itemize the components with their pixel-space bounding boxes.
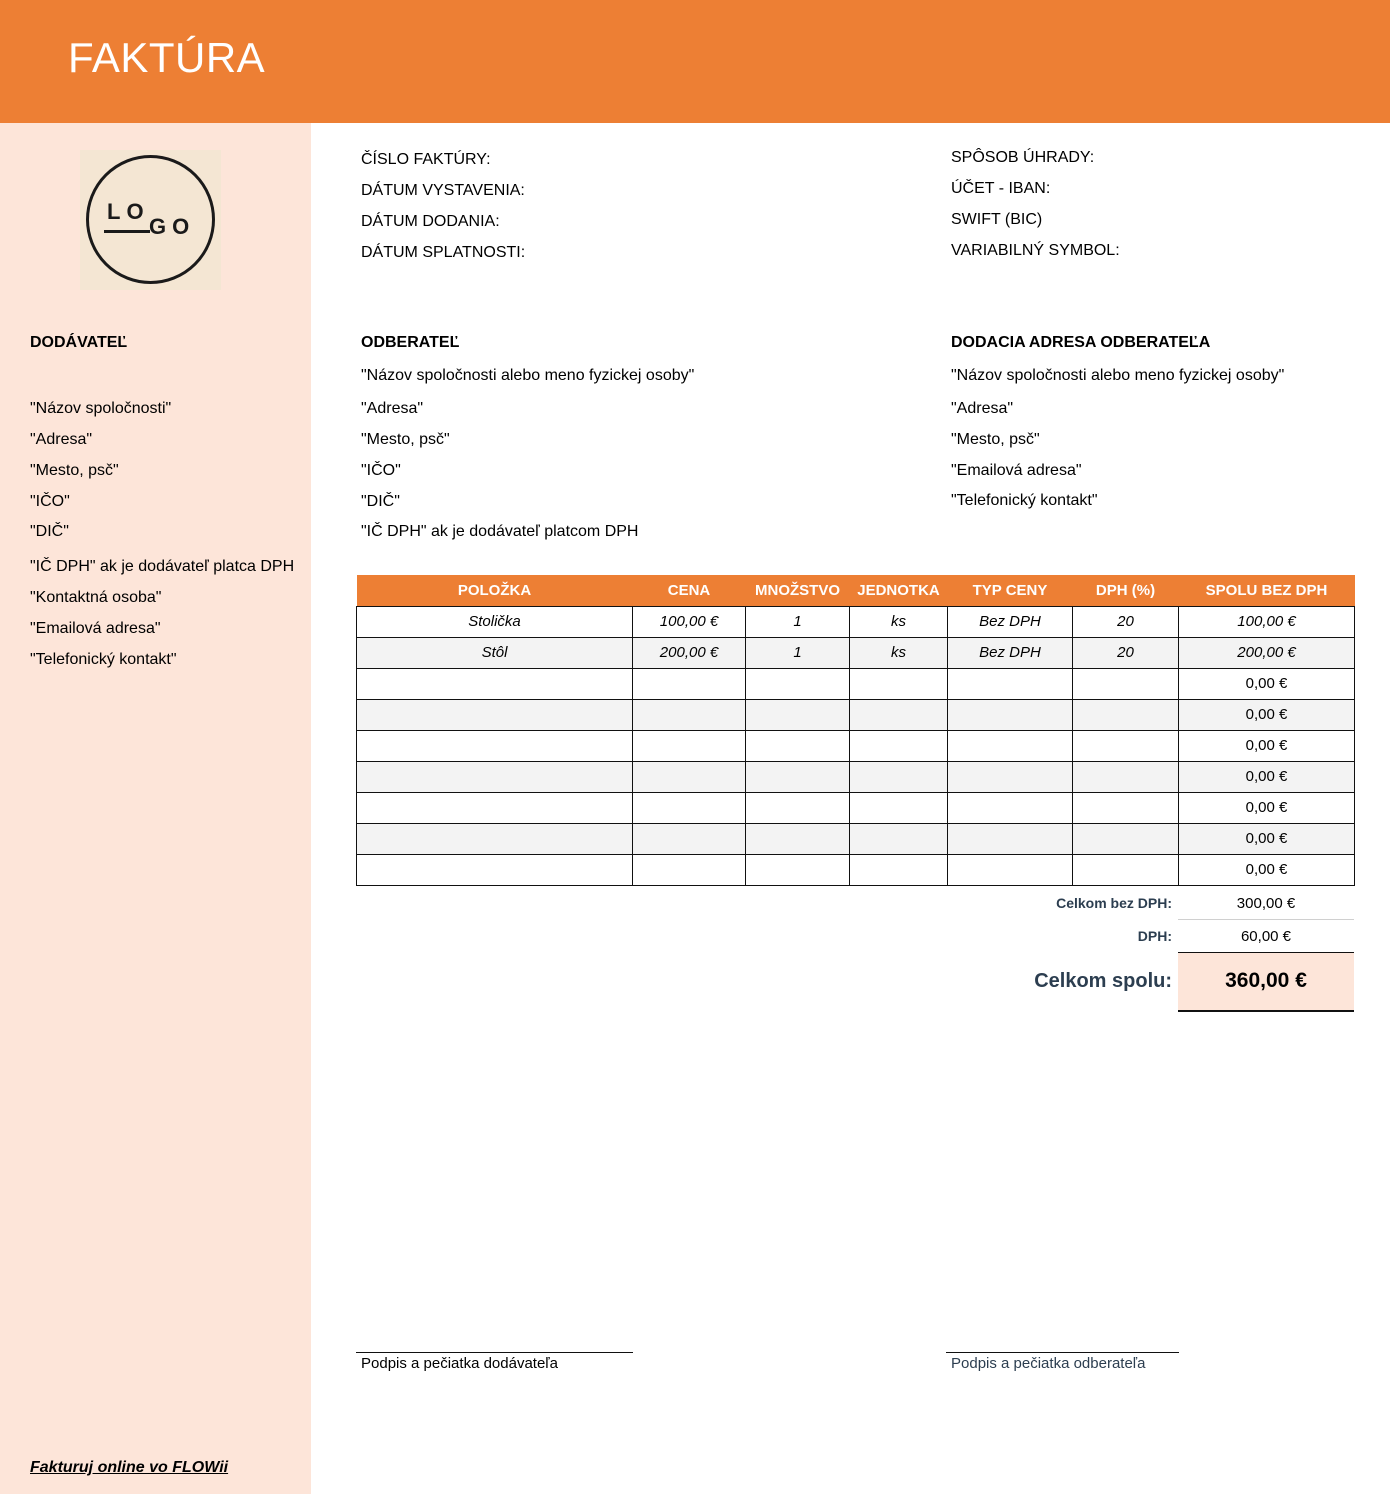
customer-signature-line [946, 1352, 1179, 1353]
cell-vat[interactable] [1073, 792, 1179, 823]
cell-vat[interactable] [1073, 668, 1179, 699]
cell-price[interactable] [633, 699, 746, 730]
cell-total: 200,00 € [1179, 637, 1355, 668]
supplier-sidebar [0, 123, 311, 1494]
customer-line: "Mesto, psč" [361, 431, 450, 448]
cell-unit[interactable] [850, 761, 948, 792]
customer-signature-label: Podpis a pečiatka odberateľa [951, 1355, 1146, 1372]
cell-price[interactable] [633, 730, 746, 761]
customer-heading: ODBERATEĽ [361, 334, 460, 351]
cell-unit[interactable] [850, 792, 948, 823]
delivery-line: "Mesto, psč" [951, 431, 1040, 448]
customer-line: "IČO" [361, 462, 401, 479]
due-date-label: DÁTUM SPLATNOSTI: [361, 244, 526, 261]
vat-value: 60,00 € [1240, 928, 1292, 945]
total-value: 360,00 € [1225, 969, 1307, 992]
total-divider [1178, 1010, 1354, 1012]
cell-quantity[interactable] [746, 699, 850, 730]
cell-vat[interactable] [1073, 761, 1179, 792]
items-table [356, 575, 1355, 886]
cell-total: 0,00 € [1179, 730, 1355, 761]
subtotal-value: 300,00 € [1236, 895, 1296, 912]
cell-price-type[interactable] [948, 730, 1073, 761]
delivery-line: "Názov spoločnosti alebo meno fyzickej osoby" [951, 367, 1285, 384]
col-header-price: CENA [633, 575, 746, 606]
subtotal-divider [1178, 919, 1354, 920]
cell-quantity[interactable] [746, 823, 850, 854]
cell-vat[interactable] [1073, 699, 1179, 730]
cell-vat[interactable] [1073, 730, 1179, 761]
cell-quantity[interactable]: 1 [746, 637, 850, 668]
col-header-price-type: TYP CENY [948, 575, 1073, 606]
invoice-title: FAKTÚRA [68, 34, 266, 81]
cell-price-type[interactable] [948, 668, 1073, 699]
invoice-header [0, 0, 1390, 123]
logo-bar [104, 230, 150, 233]
supplier-line: "Kontaktná osoba" [30, 589, 162, 606]
cell-unit[interactable]: ks [850, 637, 948, 668]
cell-item[interactable]: Stôl [357, 637, 633, 668]
customer-line: "Názov spoločnosti alebo meno fyzickej osoby" [361, 367, 695, 384]
table-row [357, 606, 1355, 637]
table-row [357, 823, 1355, 854]
supplier-line: "IČO" [30, 493, 70, 510]
cell-quantity[interactable] [746, 792, 850, 823]
cell-total: 100,00 € [1179, 606, 1355, 637]
supplier-heading: DODÁVATEĽ [30, 334, 128, 351]
logo-image [80, 150, 221, 290]
customer-line: "Adresa" [361, 400, 424, 417]
cell-item[interactable]: Stolička [357, 606, 633, 637]
cell-price-type[interactable] [948, 699, 1073, 730]
cell-item[interactable] [357, 699, 633, 730]
iban-label: ÚČET - IBAN: [951, 180, 1051, 197]
col-header-unit: JEDNOTKA [850, 575, 948, 606]
cell-price[interactable] [633, 854, 746, 885]
cell-unit[interactable] [850, 854, 948, 885]
total-label: Celkom spolu: [1034, 970, 1172, 992]
variable-symbol-label: VARIABILNÝ SYMBOL: [951, 242, 1120, 259]
cell-total: 0,00 € [1179, 823, 1355, 854]
flowii-link[interactable]: Fakturuj online vo FLOWii [30, 1459, 229, 1476]
swift-label: SWIFT (BIC) [951, 211, 1043, 228]
supplier-signature-line [356, 1352, 633, 1353]
cell-item[interactable] [357, 730, 633, 761]
delivery-line: "Telefonický kontakt" [951, 492, 1098, 509]
cell-unit[interactable]: ks [850, 606, 948, 637]
cell-price[interactable] [633, 792, 746, 823]
col-header-total: SPOLU BEZ DPH [1179, 575, 1355, 606]
table-row [357, 699, 1355, 730]
cell-vat[interactable] [1073, 823, 1179, 854]
delivery-date-label: DÁTUM DODANIA: [361, 213, 500, 230]
cell-total: 0,00 € [1179, 854, 1355, 885]
supplier-line: "Emailová adresa" [30, 620, 161, 637]
cell-price-type[interactable] [948, 854, 1073, 885]
issue-date-label: DÁTUM VYSTAVENIA: [361, 182, 525, 199]
cell-quantity[interactable]: 1 [746, 606, 850, 637]
logo-text-bottom: GO [149, 214, 196, 239]
cell-item[interactable] [357, 792, 633, 823]
delivery-line: "Emailová adresa" [951, 462, 1082, 479]
cell-quantity[interactable] [746, 668, 850, 699]
cell-price[interactable] [633, 761, 746, 792]
cell-vat[interactable] [1073, 854, 1179, 885]
cell-unit[interactable] [850, 668, 948, 699]
cell-total: 0,00 € [1179, 761, 1355, 792]
cell-price-type[interactable] [948, 761, 1073, 792]
cell-quantity[interactable] [746, 761, 850, 792]
vat-label: DPH: [1137, 928, 1172, 944]
subtotal-label: Celkom bez DPH: [1056, 895, 1172, 911]
table-row [357, 761, 1355, 792]
delivery-line: "Adresa" [951, 400, 1014, 417]
table-row [357, 668, 1355, 699]
table-row [357, 730, 1355, 761]
cell-item[interactable] [357, 761, 633, 792]
cell-item[interactable] [357, 823, 633, 854]
cell-price-type[interactable] [948, 823, 1073, 854]
invoice-number-label: ČÍSLO FAKTÚRY: [361, 151, 491, 168]
cell-price-type[interactable] [948, 792, 1073, 823]
cell-item[interactable] [357, 854, 633, 885]
table-header-row [357, 575, 1355, 606]
col-header-vat: DPH (%) [1073, 575, 1179, 606]
cell-total: 0,00 € [1179, 792, 1355, 823]
supplier-line: "Telefonický kontakt" [30, 651, 177, 668]
cell-price[interactable] [633, 823, 746, 854]
col-header-quantity: MNOŽSTVO [746, 575, 850, 606]
payment-method-label: SPÔSOB ÚHRADY: [951, 149, 1095, 166]
cell-price-type[interactable]: Bez DPH [948, 637, 1073, 668]
cell-item[interactable] [357, 668, 633, 699]
delivery-heading: DODACIA ADRESA ODBERATEĽA [951, 334, 1211, 351]
col-header-item: POLOŽKA [357, 575, 633, 606]
cell-price[interactable] [633, 668, 746, 699]
customer-line: "DIČ" [361, 493, 400, 510]
cell-total: 0,00 € [1179, 668, 1355, 699]
cell-total: 0,00 € [1179, 699, 1355, 730]
cell-vat[interactable]: 20 [1073, 637, 1179, 668]
cell-price[interactable]: 200,00 € [633, 637, 746, 668]
table-row [357, 637, 1355, 668]
cell-quantity[interactable] [746, 730, 850, 761]
cell-price[interactable]: 100,00 € [633, 606, 746, 637]
cell-quantity[interactable] [746, 854, 850, 885]
supplier-signature-label: Podpis a pečiatka dodávateľa [361, 1355, 559, 1372]
cell-price-type[interactable]: Bez DPH [948, 606, 1073, 637]
customer-line: "IČ DPH" ak je dodávateľ platcom DPH [361, 523, 639, 540]
supplier-line: "DIČ" [30, 523, 69, 540]
logo-text-top: LO [107, 199, 150, 224]
supplier-line: "IČ DPH" ak je dodávateľ platca DPH [30, 558, 295, 575]
supplier-line: "Názov spoločnosti" [30, 400, 172, 417]
cell-unit[interactable] [850, 699, 948, 730]
supplier-line: "Mesto, psč" [30, 462, 119, 479]
cell-unit[interactable] [850, 730, 948, 761]
table-row [357, 854, 1355, 885]
cell-vat[interactable]: 20 [1073, 606, 1179, 637]
table-row [357, 792, 1355, 823]
supplier-line: "Adresa" [30, 431, 93, 448]
cell-unit[interactable] [850, 823, 948, 854]
